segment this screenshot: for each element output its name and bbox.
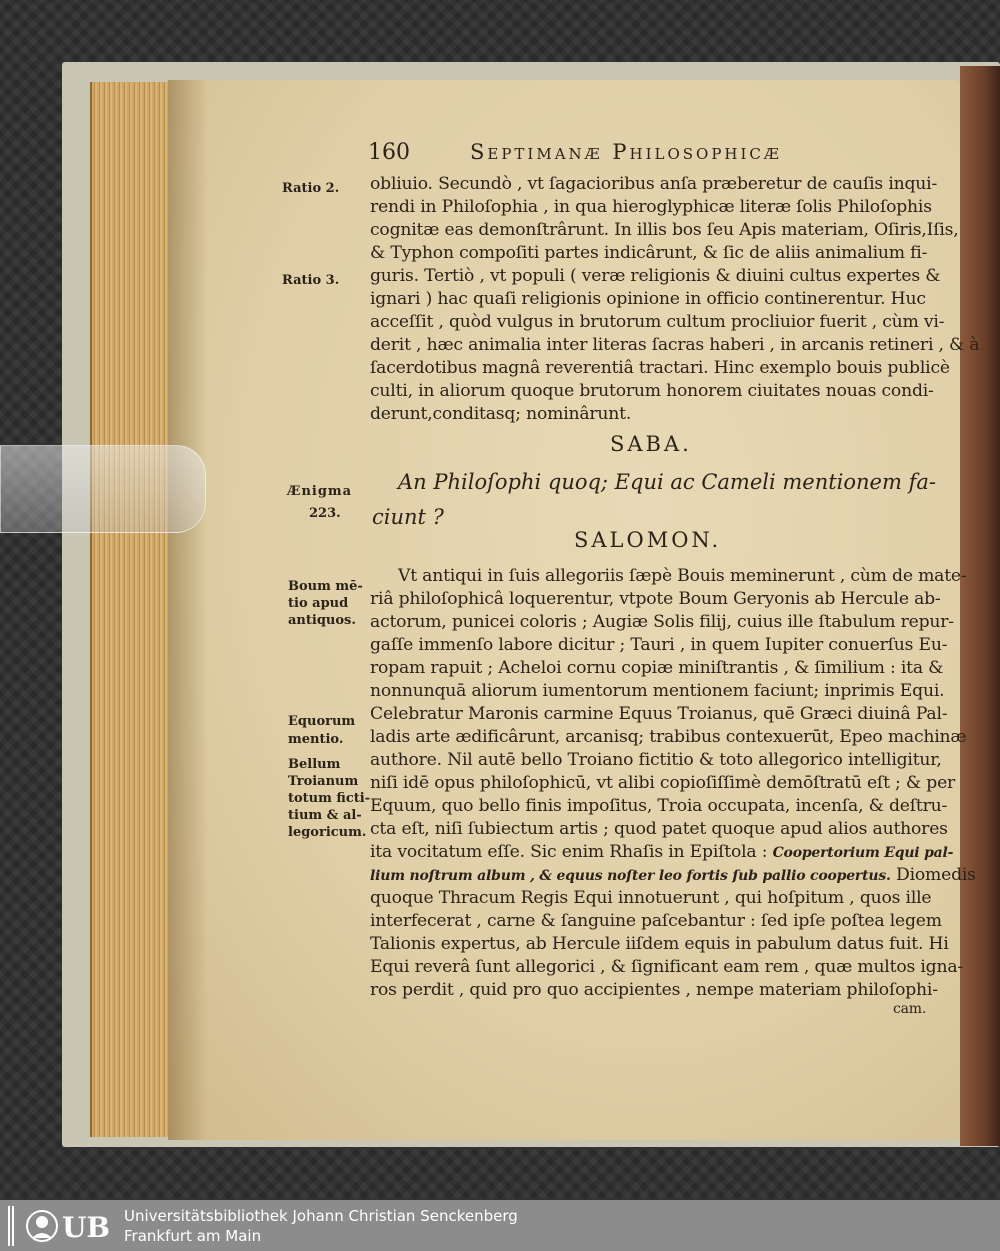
answer-line: ladis arte ædificârunt, arcanisq; trabibus contexuerūt, Epeo machinæ [370, 727, 967, 747]
book-spine-right [960, 66, 1000, 1146]
body-line: culti, in aliorum quoque brutorum honorem ciuitates nouas condi- [370, 381, 934, 401]
body-line: ignari ) hac quaſi religionis opinione in officio continerentur. Huc [370, 289, 926, 309]
margin-aenigma: Ænigma [287, 484, 353, 499]
margin-bellum-1: Bellum [288, 757, 341, 772]
answer-line: niſi idē opus philoſophicū, vt alibi copioſiſſimè demōſtratū eſt ; & per [370, 773, 956, 793]
body-line: guris. Tertiò , vt populi ( veræ religionis & diuini cultus expertes & [370, 266, 941, 286]
body-line: obliuio. Secundò , vt ſagacioribus anſa præberetur de cauſis inqui- [370, 174, 938, 194]
body-line: cognitæ eas demonſtrârunt. In illis bos ſeu Apis materiam, Oſiris,Iſis, [370, 220, 959, 240]
answer-line: nonnunquā aliorum iumentorum mentionem faciunt; inprimis Equi. [370, 681, 945, 701]
quotation-italic: lium noſtrum album , & equus noſter leo fortis ſub pallio coopertus. [370, 868, 891, 884]
answer-line: quoque Thracum Regis Equi innotuerunt , qui hoſpitum , quos ille [370, 888, 932, 908]
glass-page-weight [0, 445, 206, 533]
answer-line: actorum, punicei coloris ; Augiæ Solis filij, cuius ille ſtabulum repur- [370, 612, 954, 632]
footer-institution: Universitätsbibliothek Johann Christian Senckenberg [124, 1207, 518, 1225]
page-number: 160 [368, 140, 410, 165]
answer-line: ros perdit , quid pro quo accipientes , nempe materiam philoſophi- [370, 980, 938, 1000]
question-line-1: An Philoſophi quoq; Equi ac Cameli mentionem fa- [398, 470, 936, 494]
catchword: cam. [893, 1001, 927, 1017]
answer-line: ropam rapuit ; Acheloi cornu copiæ miniſtrantis , & ſimilium : ita & [370, 658, 944, 678]
answer-line [370, 841, 953, 864]
margin-boum-2: tio apud [288, 596, 349, 611]
answer-line: Talionis expertus, ab Hercule iiſdem equis in pabulum datus fuit. Hi [370, 934, 949, 954]
margin-boum-1: Boum mē- [288, 579, 363, 594]
quotation-italic: Coopertorium Equi pal- [772, 845, 954, 861]
body-line: derunt,conditasq; nominârunt. [370, 404, 632, 424]
answer-line: Equi reverâ ſunt allegorici , & ſignificant eam rem , quæ multos igna- [370, 957, 963, 977]
body-line: & Typhon compoſiti partes indicârunt, & ſic de aliis animalium fi- [370, 243, 928, 263]
margin-ratio-3: Ratio 3. [282, 273, 340, 288]
answer-line [370, 864, 976, 887]
speaker-saba: SABA. [610, 432, 692, 456]
answer-line: gaſſe immenſo labore dicitur ; Tauri , in quem Iupiter conuerſus Eu- [370, 635, 948, 655]
margin-bellum-4: tium & al- [288, 808, 362, 823]
answer-line: Equum, quo bello finis impoſitus, Troia occupata, incenſa, & deſtru- [370, 796, 948, 816]
answer-line: interfecerat , carne & ſanguine paſcebantur : ſed ipſe poſtea legem [370, 911, 942, 931]
margin-ratio-2: Ratio 2. [282, 181, 340, 196]
body-line: acceſſit , quòd vulgus in brutorum cultum procliuior fuerit , cùm vi- [370, 312, 945, 332]
margin-boum-3: antiquos. [288, 613, 356, 628]
answer-line: riâ philoſophicâ loquerentur, vtpote Boum Geryonis ab Hercule ab- [370, 589, 941, 609]
body-line: derit , hæc animalia inter literas ſacras haberi , in arcanis retineri , & à [370, 335, 980, 355]
footer-city: Frankfurt am Main [124, 1227, 262, 1245]
margin-equorum-2: mentio. [288, 732, 344, 747]
body-line: rendi in Philoſophia , in qua hieroglyphicæ literæ ſolis Philoſophis [370, 197, 932, 217]
ub-logo-text: UB [62, 1211, 111, 1244]
answer-line: authore. Nil autē bello Troiano fictitio & toto allegorico intelligitur, [370, 750, 942, 770]
margin-equorum-1: Equorum [288, 714, 356, 729]
answer-text: ita vocitatum eſſe. Sic enim Rhaſis in Epiſtola : [370, 842, 768, 862]
answer-line: Vt antiqui in ſuis allegoriis ſæpè Bouis meminerunt , cùm de mate- [398, 566, 967, 586]
margin-bellum-2: Troianum [288, 774, 359, 789]
answer-line: cta eſt, niſi ſubiectum artis ; quod patet quoque apud alios authores [370, 819, 948, 839]
page-shadow [168, 80, 208, 1140]
margin-bellum-5: legoricum. [288, 825, 367, 840]
answer-text: Diomedis [895, 865, 976, 885]
margin-bellum-3: totum ficti- [288, 791, 371, 806]
margin-aenigma-number: 223. [309, 506, 341, 521]
speaker-salomon: SALOMON. [574, 528, 722, 552]
running-title: Septimanæ Philosophicæ [470, 140, 782, 164]
question-line-2: ciunt ? [372, 505, 444, 529]
answer-line: Celebratur Maronis carmine Equus Troianus, quē Græci diuinâ Pal- [370, 704, 948, 724]
body-line: ſacerdotibus magnâ reverentiâ tractari. Hinc exemplo bouis publicè [370, 358, 950, 378]
ub-logo [4, 1204, 116, 1248]
